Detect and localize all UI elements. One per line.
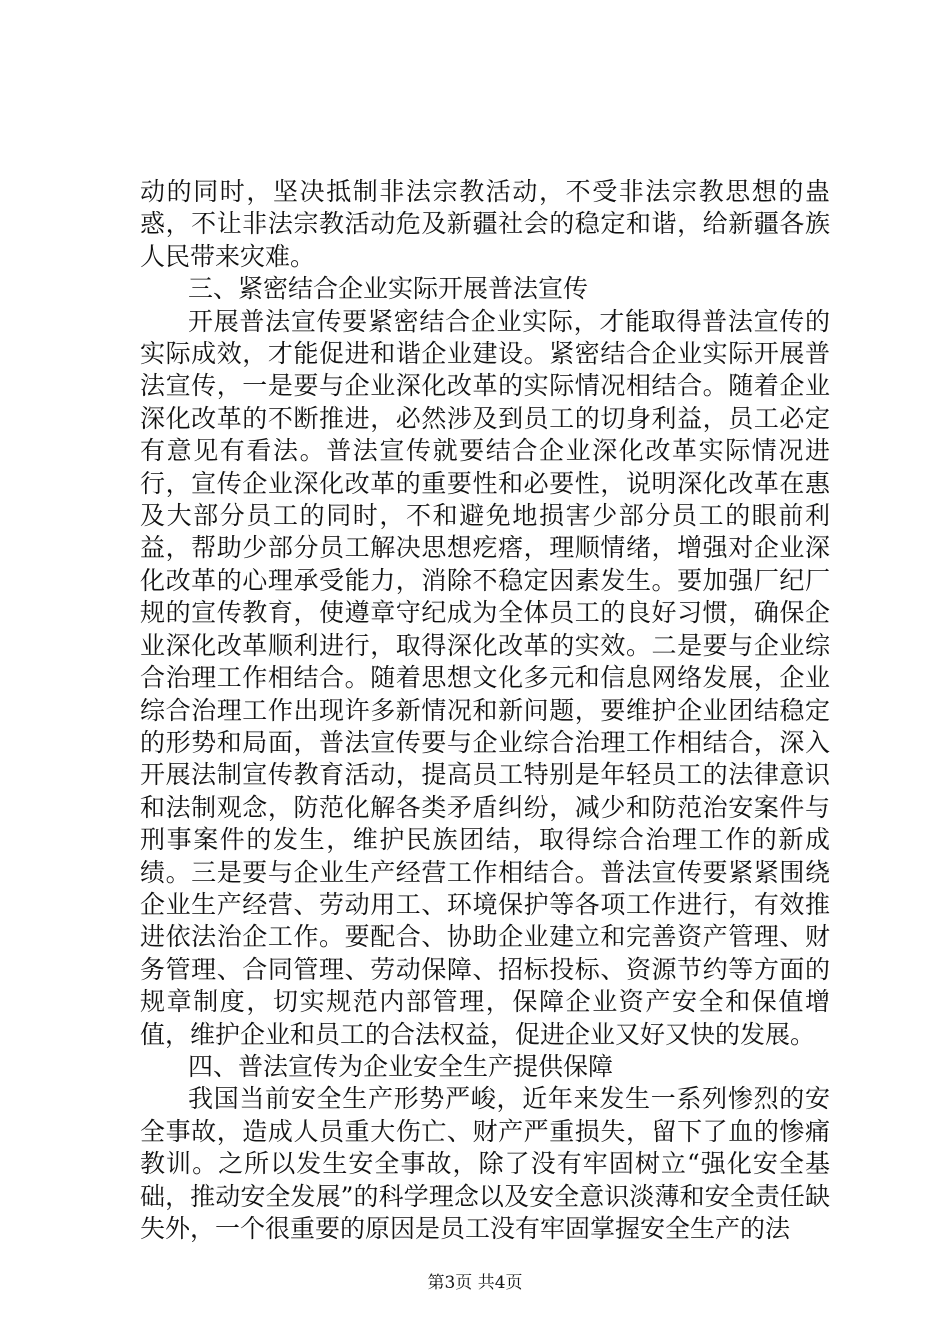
paragraph-section-4: 我国当前安全生产形势严峻，近年来发生一系列惨烈的安全事故，造成人员重大伤亡、财产严重损失，留下了血的惨痛教训。之所以发生安全事故，除了没有牢固树立“强化安全基础，推动安全发展”的科学理念以及安全意识淡薄和安全责任缺失外，一个很重要的原因是员工没有牢固掌握安全生产的法 — [140, 1084, 830, 1243]
document-body — [140, 176, 830, 1245]
paragraph-section-3: 开展普法宣传要紧密结合企业实际，才能取得普法宣传的实际成效，才能促进和谐企业建设。紧密结合企业实际开展普法宣传，一是要与企业深化改革的实际情况相结合。随着企业深化改革的不断推进，必然涉及到员工的切身利益，员工必定有意见有看法。普法宣传就要结合企业深化改革实际情况进行，宣传企业深化改革的重要性和必要性，说明深化改革在惠及大部分员工的同时，不和避免地损害少部分员工的眼前利益，帮助少部分员工解决思想疙瘩，理顺情绪，增强对企业深化改革的心理承受能力，消除不稳定因素发生。要加强厂纪厂规的宣传教育，使遵章守纪成为全体员工的良好习惯，确保企业深化改革顺利进行，取得深化改革的实效。二是要与企业综合治理工作相结合。随着思想文化多元和信息网络发展，企业综合治理工作出现许多新情况和新问题，要维护企业团结稳定的形势和局面，普法宣传要与企业综合治理工作相结合，深入开展法制宣传教育活动，提高员工特别是年轻员工的法律意识和法制观念，防范化解各类矛盾纠纷，减少和防范治安案件与刑事案件的发生，维护民族团结，取得综合治理工作的新成绩。三是要与企业生产经营工作相结合。普法宣传要紧紧围绕企业生产经营、劳动用工、环境保护等各项工作进行，有效推进依法治企工作。要配合、协助企业建立和完善资产管理、财务管理、合同管理、劳动保障、招标投标、资源节约等方面的规章制度，切实规范内部管理，保障企业资产安全和保值增值，维护企业和员工的合法权益，促进企业又好又快的发展。 — [140, 306, 830, 1049]
paragraph-continuation: 动的同时，坚决抵制非法宗教活动，不受非法宗教思想的蛊惑，不让非法宗教活动危及新疆社会的稳定和谐，给新疆各族人民带来灾难。 — [140, 177, 830, 271]
section-heading-4: 四、普法宣传为企业安全生产提供保障 — [188, 1051, 614, 1081]
page-footer: 第3页 共4页 — [427, 1273, 523, 1293]
section-heading-3: 三、紧密结合企业实际开展普法宣传 — [188, 274, 589, 304]
